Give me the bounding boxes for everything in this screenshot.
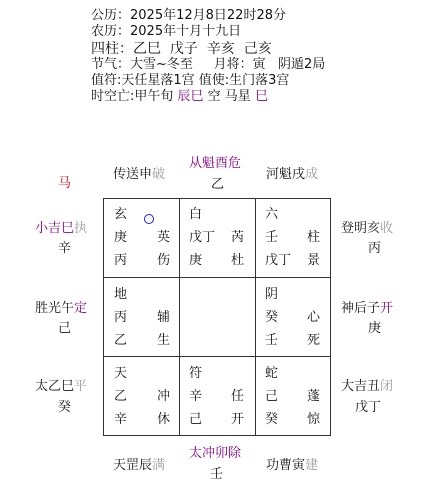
outer-bottom-center-gan: 壬 <box>210 467 224 482</box>
zhifu-line: 值符:天任星落1宫 值使:生门落3宫 <box>91 73 290 88</box>
outer-left-3-main: 太乙巳 <box>35 379 75 394</box>
outer-bottom-right <box>266 458 318 473</box>
palace-7 <box>265 283 329 355</box>
palace-6-god: 蛇 <box>265 366 279 381</box>
kongwang-label: 时空亡:甲午旬 <box>91 89 178 104</box>
outer-right-2-main: 神后子 <box>341 301 381 316</box>
sizhu-year: 乙巳 <box>133 41 161 57</box>
jieqi-line <box>91 57 325 73</box>
palace-8-star: 冲 <box>157 389 171 404</box>
jieqi-label: 节气： <box>91 57 131 72</box>
outer-left-2 <box>35 301 87 316</box>
outer-right-3-suffix: 闭 <box>380 379 394 394</box>
outer-top-right-main: 河魁戌 <box>266 167 306 182</box>
outer-bottom-left <box>113 458 165 473</box>
outer-top-right-suffix: 成 <box>305 167 319 182</box>
palace-3-star-gan: 丙 <box>114 310 128 325</box>
outer-right-2-suffix: 开 <box>380 301 394 316</box>
palace-1-star-gan: 辛 <box>189 389 203 404</box>
palace-8-god: 天 <box>114 366 128 381</box>
palace-2-door: 景 <box>307 253 321 268</box>
outer-right-2-gan: 庚 <box>368 321 382 336</box>
outer-top-center-gan: 乙 <box>211 177 225 192</box>
outer-right-1 <box>341 221 393 236</box>
outer-top-left <box>113 167 165 182</box>
palace-2-star-gan: 壬 <box>265 230 279 245</box>
outer-right-2 <box>341 301 393 316</box>
jieqi-value: 大雪~冬至 <box>130 57 193 72</box>
outer-right-1-suffix: 收 <box>380 221 394 236</box>
yuejiang-label: 月将： <box>213 57 253 72</box>
palace-4 <box>114 203 176 277</box>
palace-6-door: 惊 <box>307 412 321 427</box>
grid-vline-1 <box>179 199 180 435</box>
sizhu-day: 辛亥 <box>206 41 235 57</box>
outer-top-left-main: 传送申 <box>113 167 153 182</box>
nongli-line: 农历：2025年十月十九日 <box>91 24 242 39</box>
palace-9-door: 杜 <box>231 253 245 268</box>
sizhu-month: 戊子 <box>169 41 198 57</box>
outer-left-3-gan: 癸 <box>58 400 72 415</box>
palace-2-star: 柱 <box>307 230 321 245</box>
sizhu-label: 四柱： <box>91 41 133 57</box>
palace-3-star: 辅 <box>157 310 171 325</box>
outer-left-3 <box>35 379 87 394</box>
palace-8-door: 休 <box>157 412 171 427</box>
palace-7-door-gan: 壬 <box>265 333 279 348</box>
outer-bottom-left-main: 天罡辰 <box>113 458 153 473</box>
palace-7-star-gan: 癸 <box>265 310 279 325</box>
outer-left-2-gan: 己 <box>58 321 72 336</box>
palace-8 <box>114 362 176 434</box>
palace-1-star: 任 <box>231 389 245 404</box>
maxing-label: 空 马星 <box>203 89 255 104</box>
dun-value: 阴遁2局 <box>278 57 326 72</box>
outer-bottom-left-suffix: 满 <box>152 458 166 473</box>
palace-4-star: 英 <box>157 230 171 245</box>
palace-1-god: 符 <box>189 366 203 381</box>
grid-vline-2 <box>255 199 256 435</box>
palace-3-god: 地 <box>114 287 128 302</box>
outer-top-right <box>266 167 318 182</box>
outer-right-3-gan: 戊丁 <box>355 400 382 415</box>
outer-right-1-main: 登明亥 <box>341 221 381 236</box>
outer-top-center: 从魁酉危 <box>189 156 242 171</box>
palace-2 <box>265 203 329 277</box>
palace-9-star-gan: 戊丁 <box>189 230 216 245</box>
palace-8-door-gan: 辛 <box>114 412 128 427</box>
palace-9-door-gan: 庚 <box>189 253 203 268</box>
outer-bottom-center: 太冲卯除 <box>189 446 242 461</box>
palace-4-door: 伤 <box>157 253 171 268</box>
palace-9 <box>189 203 253 277</box>
palace-5 <box>189 283 253 355</box>
outer-bottom-right-suffix: 建 <box>305 458 319 473</box>
palace-1 <box>189 362 253 434</box>
maxing-value: 巳 <box>254 89 268 104</box>
circle-icon <box>144 214 154 224</box>
grid-hline-1 <box>104 277 330 278</box>
kongwang-value: 辰巳 <box>177 89 204 104</box>
palace-2-god: 六 <box>265 207 279 222</box>
palace-7-door: 死 <box>307 333 321 348</box>
outer-left-1-main: 小吉巳 <box>35 221 75 236</box>
palace-7-star: 心 <box>307 310 321 325</box>
palace-4-star-gan: 庚 <box>114 230 128 245</box>
nine-palace-grid <box>103 198 331 436</box>
kongwang-circle <box>144 209 154 233</box>
yuejiang-value: 寅 <box>252 57 266 72</box>
sizhu-line <box>91 41 272 57</box>
palace-2-door-gan: 戊丁 <box>265 253 292 268</box>
grid-hline-2 <box>104 356 330 357</box>
palace-9-star: 芮 <box>231 230 245 245</box>
sizhu-hour: 己亥 <box>243 41 272 57</box>
outer-left-1-suffix: 执 <box>74 221 88 236</box>
outer-right-3 <box>341 379 393 394</box>
palace-3-door: 生 <box>157 333 171 348</box>
palace-6-door-gan: 癸 <box>265 412 279 427</box>
palace-9-god: 白 <box>189 207 203 222</box>
gongli-line: 公历：2025年12月8日22时28分 <box>91 8 286 23</box>
outer-left-2-main: 胜光午 <box>35 301 75 316</box>
outer-left-3-suffix: 平 <box>74 379 88 394</box>
palace-6-star: 蓬 <box>307 389 321 404</box>
ma-marker: 马 <box>58 176 72 191</box>
outer-right-3-main: 大吉丑 <box>341 379 381 394</box>
outer-left-2-suffix: 定 <box>74 301 88 316</box>
palace-4-door-gan: 丙 <box>114 253 128 268</box>
palace-1-door: 开 <box>231 412 245 427</box>
outer-bottom-right-main: 功曹寅 <box>266 458 306 473</box>
palace-3 <box>114 283 176 355</box>
outer-right-1-gan: 丙 <box>368 241 382 256</box>
palace-4-god: 玄 <box>114 207 128 222</box>
palace-3-door-gan: 乙 <box>114 333 128 348</box>
palace-6-star-gan: 己 <box>265 389 279 404</box>
palace-6 <box>265 362 329 434</box>
outer-left-1 <box>35 221 87 236</box>
outer-top-left-suffix: 破 <box>152 167 166 182</box>
kongwang-line <box>91 89 268 105</box>
palace-7-god: 阴 <box>265 287 279 302</box>
outer-left-1-gan: 辛 <box>58 241 72 256</box>
palace-8-star-gan: 乙 <box>114 389 128 404</box>
palace-1-door-gan: 己 <box>189 412 203 427</box>
